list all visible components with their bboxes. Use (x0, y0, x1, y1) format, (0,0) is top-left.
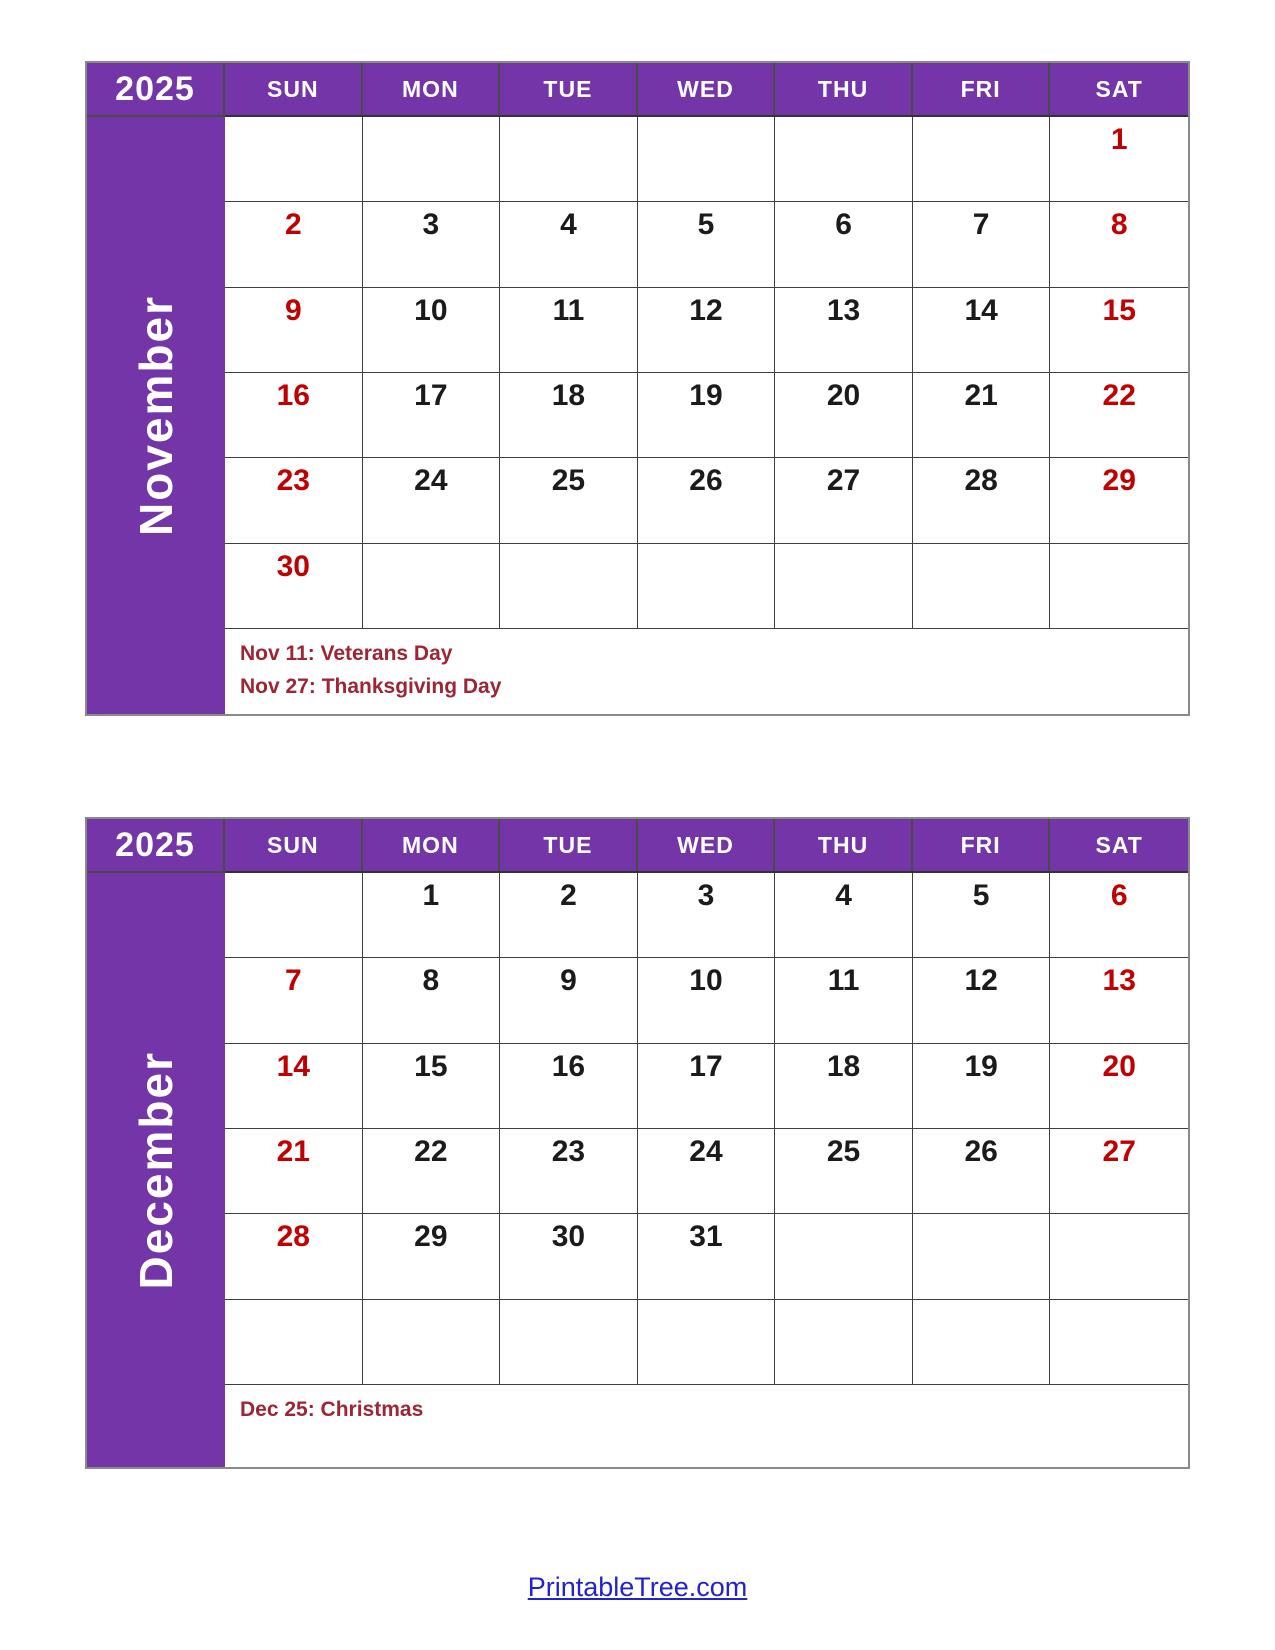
month-label: November (130, 295, 182, 536)
day-cell-november-24 (363, 458, 501, 543)
weekday-header-tue: TUE (500, 819, 638, 871)
day-cell-empty (363, 1300, 501, 1385)
day-cell-november-23 (225, 458, 363, 543)
date-number: 8 (1110, 208, 1128, 242)
date-number: 1 (422, 879, 440, 912)
weekday-header-mon: MON (363, 819, 501, 871)
day-cell-december-4 (775, 873, 913, 958)
day-cell-december-16 (500, 1044, 638, 1129)
day-cell-december-20 (1050, 1044, 1188, 1129)
date-number: 22 (1102, 379, 1136, 412)
date-grid (225, 873, 1188, 1385)
day-cell-november-8 (1050, 202, 1188, 287)
date-number: 31 (689, 1220, 723, 1254)
holiday-notes (225, 629, 1188, 714)
date-number: 9 (560, 964, 577, 998)
day-cell-november-28 (913, 458, 1051, 543)
date-number: 7 (284, 964, 302, 998)
day-cell-november-14 (913, 288, 1051, 373)
date-number: 3 (422, 208, 440, 242)
holiday-note: Dec 25: Christmas (240, 1398, 424, 1421)
date-number: 17 (689, 1049, 723, 1083)
calendar-december (85, 817, 1190, 1469)
day-cell-november-30 (225, 544, 363, 629)
date-number: 19 (964, 1049, 998, 1083)
day-cell-november-1 (1050, 117, 1188, 202)
weekday-header-mon: MON (363, 63, 501, 115)
date-number: 5 (972, 879, 990, 912)
date-number: 6 (835, 208, 852, 242)
weekday-header-sat: SAT (1095, 75, 1143, 102)
weekday-header-sat: SAT (1095, 831, 1143, 858)
day-cell-november-16 (225, 373, 363, 458)
date-number: 20 (826, 379, 861, 412)
footer (0, 1572, 1275, 1603)
day-cell-empty (1050, 1214, 1188, 1299)
day-cell-december-30 (500, 1214, 638, 1299)
day-cell-november-6 (775, 202, 913, 287)
day-cell-november-21 (913, 373, 1051, 458)
day-cell-december-19 (913, 1044, 1051, 1129)
date-number: 13 (826, 293, 861, 327)
date-number: 13 (1102, 964, 1136, 998)
date-number: 20 (1102, 1049, 1136, 1083)
weekday-header-wed: WED (638, 819, 776, 871)
date-number: 3 (697, 879, 715, 912)
day-cell-december-3 (638, 873, 776, 958)
day-cell-november-2 (225, 202, 363, 287)
day-cell-november-22 (1050, 373, 1188, 458)
date-number: 16 (551, 1049, 586, 1083)
day-cell-december-24 (638, 1129, 776, 1214)
day-cell-november-25 (500, 458, 638, 543)
day-cell-december-31 (638, 1214, 776, 1299)
day-cell-december-22 (363, 1129, 501, 1214)
weekday-header-fri: FRI (913, 63, 1051, 115)
date-number: 28 (276, 1220, 310, 1254)
date-number: 18 (826, 1049, 861, 1083)
weekday-header-thu: THU (775, 819, 913, 871)
date-number: 7 (972, 208, 990, 242)
holiday-note: Nov 27: Thanksgiving Day (240, 674, 502, 698)
date-number: 18 (551, 379, 586, 412)
day-cell-november-5 (638, 202, 776, 287)
day-cell-december-11 (775, 958, 913, 1043)
day-cell-empty (775, 544, 913, 629)
date-number: 1 (1110, 123, 1128, 156)
date-number: 10 (689, 964, 723, 998)
date-number: 11 (552, 293, 585, 327)
day-cell-december-9 (500, 958, 638, 1043)
day-cell-december-2 (500, 873, 638, 958)
date-number: 22 (414, 1135, 448, 1168)
month-sidebar (87, 117, 225, 714)
footer-link[interactable]: PrintableTree.com (527, 1572, 748, 1602)
day-cell-empty (225, 117, 363, 202)
day-cell-november-12 (638, 288, 776, 373)
date-number: 2 (284, 208, 302, 242)
day-cell-december-29 (363, 1214, 501, 1299)
day-cell-empty (500, 544, 638, 629)
day-cell-november-19 (638, 373, 776, 458)
weekday-header-row (225, 819, 1188, 873)
day-cell-december-12 (913, 958, 1051, 1043)
day-cell-empty (500, 117, 638, 202)
date-number: 19 (689, 379, 723, 412)
date-number: 23 (551, 1135, 586, 1168)
date-number: 11 (827, 964, 860, 998)
year-badge: 2025 (87, 63, 225, 117)
date-number: 6 (1110, 879, 1128, 912)
day-cell-december-5 (913, 873, 1051, 958)
day-cell-empty (775, 1300, 913, 1385)
day-cell-december-18 (775, 1044, 913, 1129)
day-cell-november-18 (500, 373, 638, 458)
day-cell-december-25 (775, 1129, 913, 1214)
date-number: 28 (964, 464, 998, 498)
weekday-header-thu: THU (775, 63, 913, 115)
date-number: 4 (835, 879, 852, 912)
day-cell-november-17 (363, 373, 501, 458)
weekday-header-tue: TUE (500, 63, 638, 115)
day-cell-december-7 (225, 958, 363, 1043)
date-number: 16 (276, 379, 310, 412)
day-cell-november-13 (775, 288, 913, 373)
date-number: 25 (826, 1135, 861, 1168)
holiday-note: Nov 11: Veterans Day (240, 642, 453, 665)
weekday-header-sun: SUN (225, 819, 363, 871)
date-number: 27 (1102, 1135, 1136, 1168)
date-number: 30 (551, 1220, 586, 1254)
day-cell-december-23 (500, 1129, 638, 1214)
date-number: 2 (560, 879, 577, 912)
date-number: 4 (560, 208, 577, 242)
date-number: 24 (689, 1135, 723, 1168)
date-number: 21 (964, 379, 998, 412)
date-number: 21 (276, 1135, 310, 1168)
date-number: 10 (414, 293, 448, 327)
weekday-header-wed: WED (638, 63, 776, 115)
day-cell-december-26 (913, 1129, 1051, 1214)
calendar-november (85, 61, 1190, 716)
day-cell-empty (638, 1300, 776, 1385)
day-cell-empty (638, 544, 776, 629)
month-label: December (130, 1050, 182, 1290)
weekday-header-sun: SUN (225, 63, 363, 115)
date-number: 25 (551, 464, 586, 498)
day-cell-november-10 (363, 288, 501, 373)
day-cell-empty (363, 544, 501, 629)
date-number: 30 (276, 549, 310, 583)
date-number: 8 (422, 964, 440, 998)
day-cell-november-11 (500, 288, 638, 373)
day-cell-empty (638, 117, 776, 202)
date-number: 12 (964, 964, 998, 998)
month-sidebar (87, 873, 225, 1467)
day-cell-empty (500, 1300, 638, 1385)
day-cell-november-27 (775, 458, 913, 543)
day-cell-december-21 (225, 1129, 363, 1214)
date-number: 14 (276, 1049, 310, 1083)
day-cell-empty (913, 1214, 1051, 1299)
day-cell-empty (913, 117, 1051, 202)
day-cell-empty (225, 1300, 363, 1385)
day-cell-november-3 (363, 202, 501, 287)
day-cell-november-20 (775, 373, 913, 458)
date-number: 15 (414, 1049, 448, 1083)
day-cell-december-14 (225, 1044, 363, 1129)
day-cell-december-17 (638, 1044, 776, 1129)
date-number: 17 (414, 379, 448, 412)
date-number: 12 (689, 293, 723, 327)
date-number: 15 (1102, 293, 1136, 327)
day-cell-december-28 (225, 1214, 363, 1299)
date-number: 14 (964, 293, 998, 327)
day-cell-empty (1050, 1300, 1188, 1385)
date-number: 29 (1102, 464, 1136, 498)
day-cell-empty (225, 873, 363, 958)
day-cell-december-6 (1050, 873, 1188, 958)
day-cell-november-7 (913, 202, 1051, 287)
weekday-header-fri: FRI (913, 819, 1051, 871)
day-cell-empty (913, 1300, 1051, 1385)
date-number: 5 (697, 208, 715, 242)
day-cell-december-27 (1050, 1129, 1188, 1214)
day-cell-empty (913, 544, 1051, 629)
date-number: 23 (276, 464, 310, 498)
day-cell-november-15 (1050, 288, 1188, 373)
date-number: 26 (964, 1135, 998, 1168)
day-cell-empty (363, 117, 501, 202)
day-cell-empty (775, 1214, 913, 1299)
date-number: 29 (414, 1220, 448, 1254)
day-cell-december-13 (1050, 958, 1188, 1043)
day-cell-december-8 (363, 958, 501, 1043)
weekday-header-row (225, 63, 1188, 117)
day-cell-november-9 (225, 288, 363, 373)
date-number: 27 (826, 464, 861, 498)
day-cell-december-10 (638, 958, 776, 1043)
day-cell-november-4 (500, 202, 638, 287)
day-cell-empty (775, 117, 913, 202)
day-cell-november-26 (638, 458, 776, 543)
date-number: 24 (414, 464, 448, 498)
date-number: 9 (284, 293, 302, 327)
date-number: 26 (689, 464, 723, 498)
year-badge: 2025 (87, 819, 225, 873)
day-cell-december-1 (363, 873, 501, 958)
date-grid (225, 117, 1188, 629)
day-cell-december-15 (363, 1044, 501, 1129)
day-cell-november-29 (1050, 458, 1188, 543)
holiday-notes (225, 1385, 1188, 1467)
day-cell-empty (1050, 544, 1188, 629)
